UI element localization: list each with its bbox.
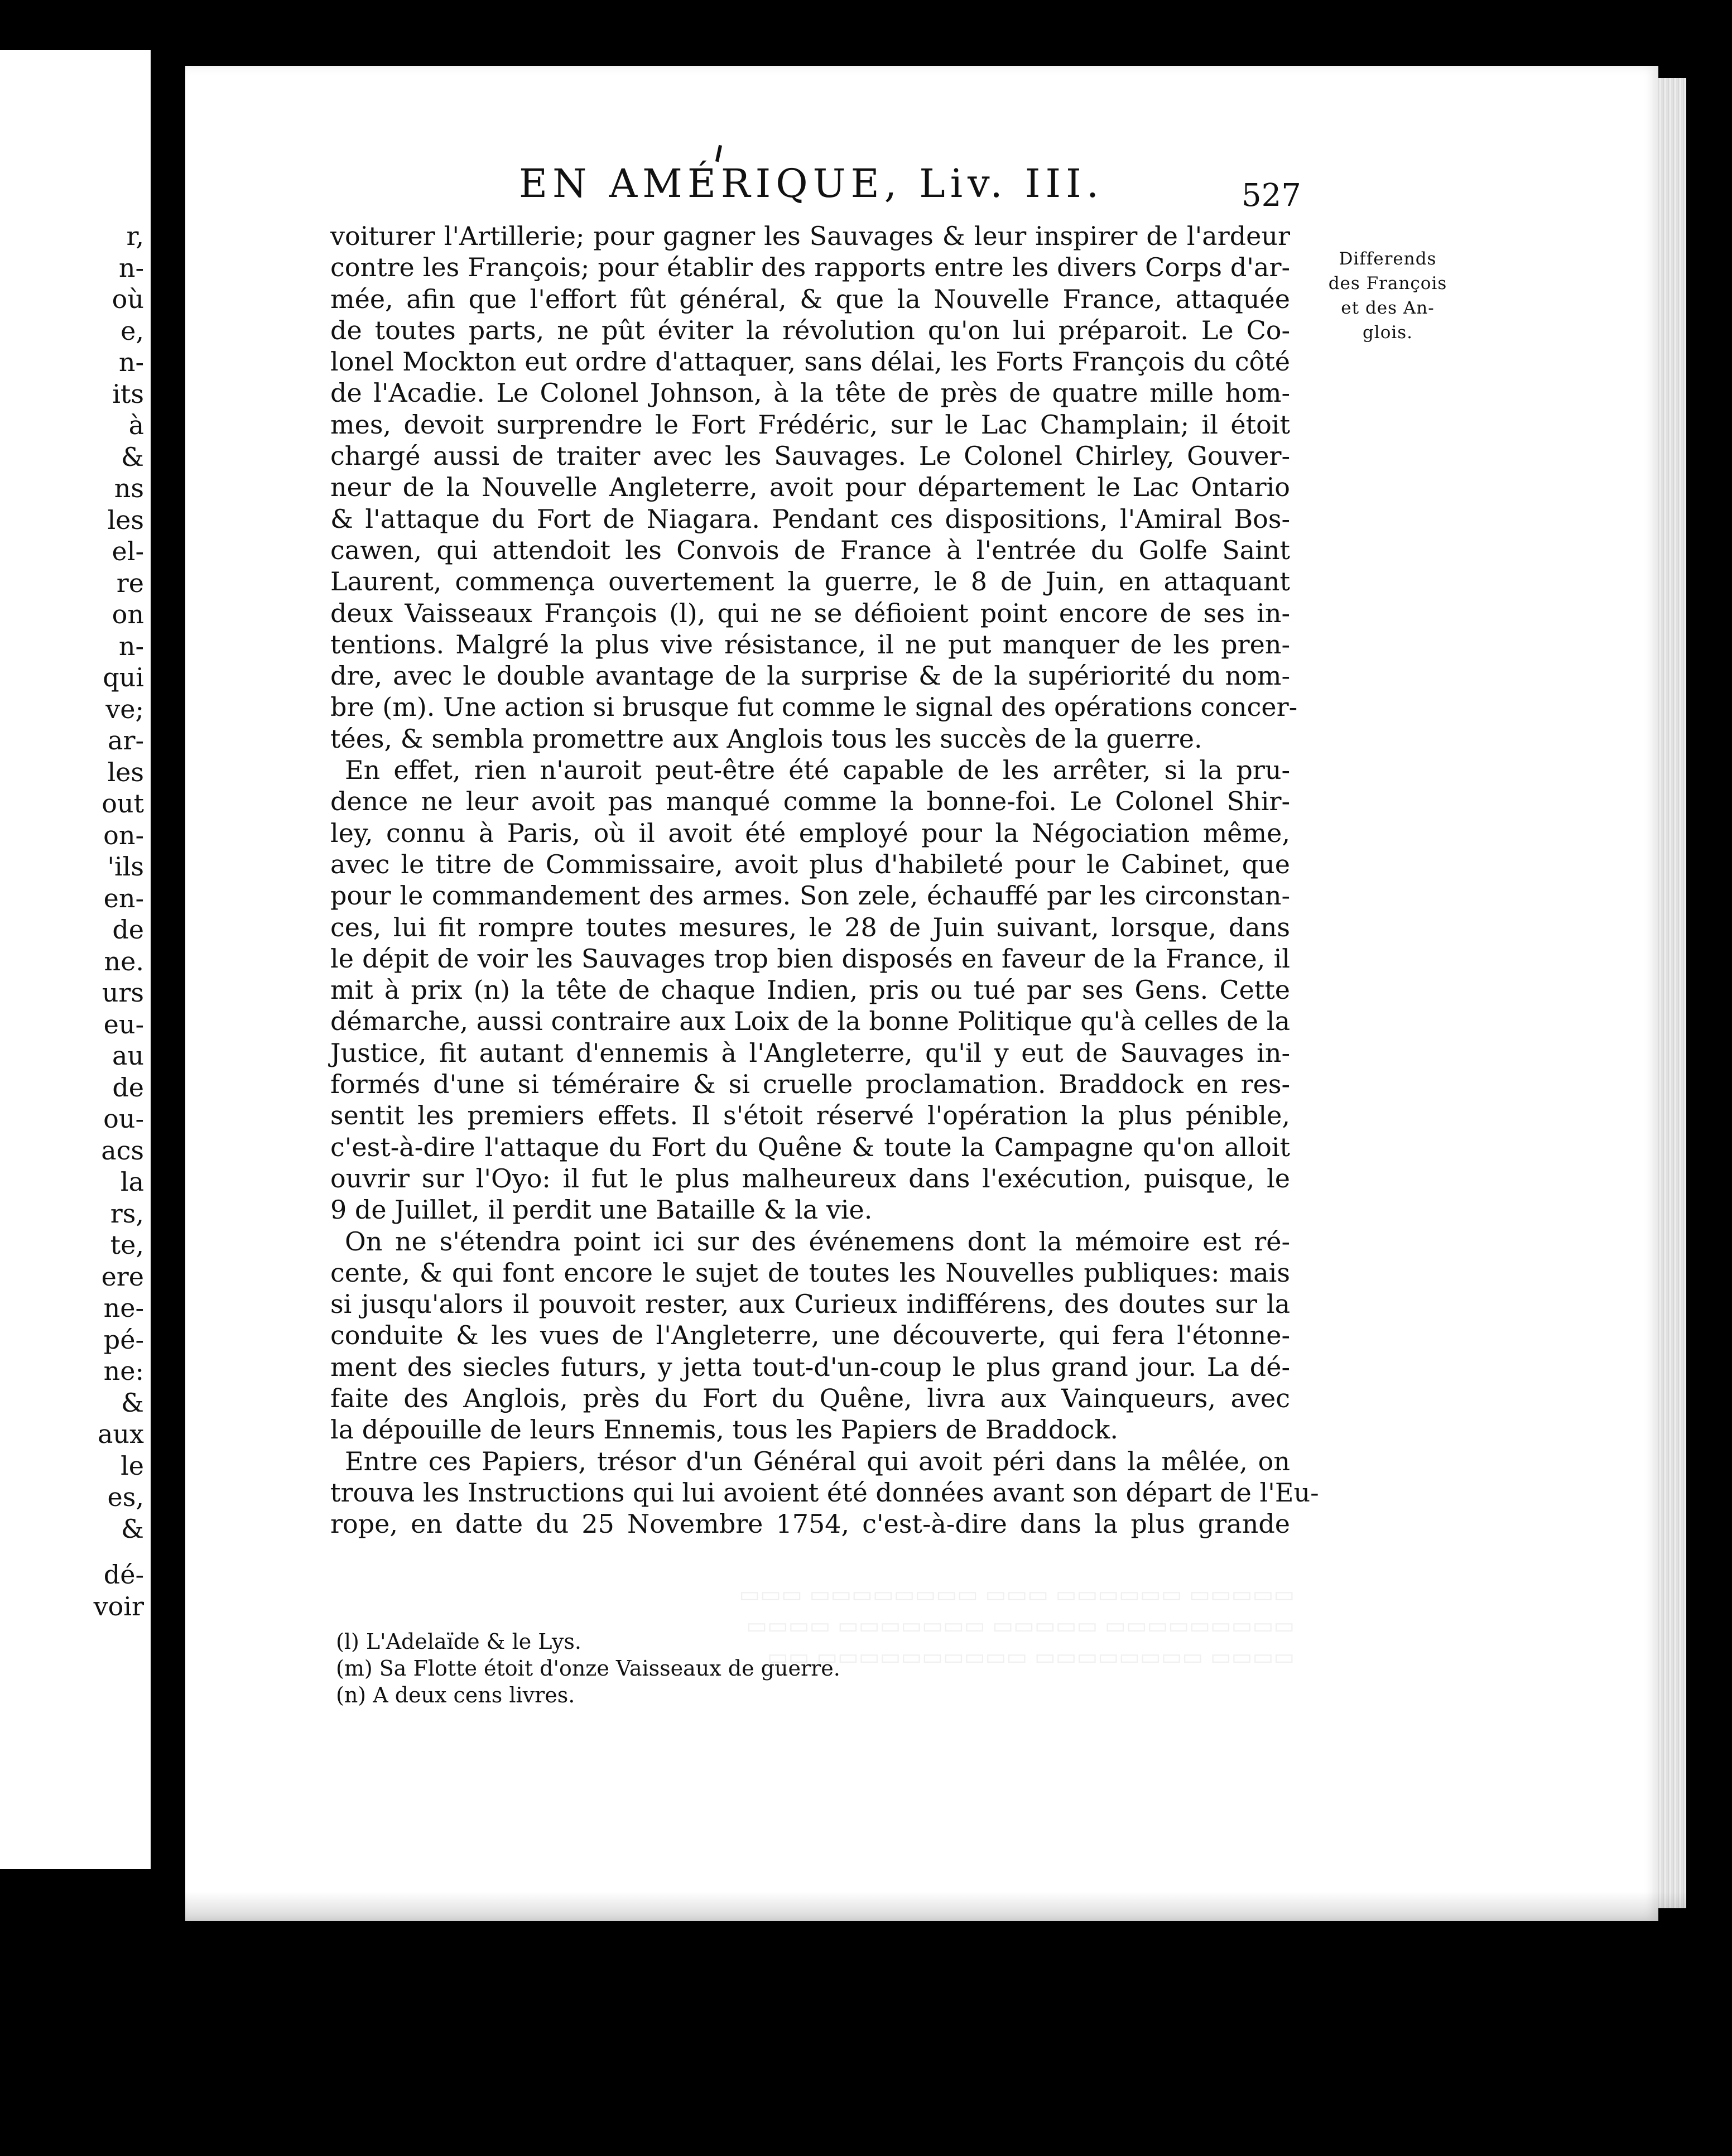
fragment: ne- [103, 1293, 144, 1323]
fragment: en- [103, 883, 144, 913]
fragment: rs, [110, 1198, 144, 1229]
fragment: dé- [103, 1560, 144, 1590]
fragment: ne. [104, 946, 144, 976]
text-line: tentions. Malgré la plus vive résistance, il ne put manquer de les pren- [330, 629, 1290, 660]
fragment: eu- [103, 1009, 144, 1040]
text-line: trouva les Instructions qui lui avoient été données avant son départ de l'Eu- [330, 1477, 1319, 1508]
fragment: re [116, 567, 144, 598]
text-line: & l'attaque du Fort de Niagara. Pendant ces dispositions, l'Amiral Bos- [330, 503, 1290, 534]
page-number: 527 [1242, 177, 1301, 214]
previous-page-line-ends [4, 220, 144, 1622]
fragment: les [107, 757, 144, 787]
text-line: mée, afin que l'effort fût général, & que la Nouvelle France, attaquée [330, 283, 1290, 314]
text-line: bre (m). Une action si brusque fut comme le signal des opérations concer- [330, 692, 1298, 723]
text-line: contre les François; pour établir des rapports entre les divers Corps d'ar- [330, 252, 1290, 283]
fragment: n- [118, 347, 144, 377]
text-line: ces, lui fit rompre toutes mesures, le 28 de Juin suivant, lorsque, dans [330, 912, 1290, 942]
fragment: r, [126, 221, 144, 251]
text-line: Justice, fit autant d'ennemis à l'Angleterre, qu'il y eut de Sauvages in- [330, 1037, 1290, 1068]
paragraph-first-line: On ne s'étendra point ici sur des événemens dont la mémoire est ré- [345, 1226, 1290, 1257]
text-line: c'est-à-dire l'attaque du Fort du Quêne & toute la Campagne qu'on alloit [330, 1132, 1290, 1162]
fragment: ns [114, 473, 144, 503]
fragment: out [102, 788, 144, 819]
book-gutter [151, 33, 184, 1942]
footnotes [336, 1628, 1117, 1709]
fragment: & [121, 441, 144, 472]
fragment: urs [102, 978, 144, 1008]
fragment: où [112, 284, 144, 314]
body-text [330, 220, 1319, 1539]
text-line: ouvrir sur l'Oyo: il fut le plus malheureux dans l'exécution, puisque, le [330, 1163, 1290, 1194]
marginal-note-line: et des An- [1341, 298, 1435, 318]
text-line: faite des Anglois, près du Fort du Quêne, livra aux Vainqueurs, avec [330, 1383, 1290, 1413]
fragment: & [121, 1387, 144, 1418]
text-line: voiturer l'Artillerie; pour gagner les Sauvages & leur inspirer de l'ardeur [330, 221, 1290, 251]
text-line: mit à prix (n) la tête de chaque Indien, pris ou tué par ses Gens. Cette [330, 975, 1290, 1005]
text-line: la dépouille de leurs Ennemis, tous les Papiers de Braddock. [330, 1414, 1118, 1445]
fragment-gap [4, 1544, 144, 1559]
text-line: neur de la Nouvelle Angleterre, avoit pour département le Lac Ontario [330, 472, 1290, 503]
footnote: (n) A deux cens livres. [336, 1683, 575, 1707]
fragment: ou- [103, 1104, 144, 1134]
marginal-note [1312, 247, 1463, 345]
text-line: ley, connu à Paris, où il avoit été employé pour la Négociation même, [330, 817, 1290, 848]
fragment: qui [103, 662, 144, 692]
previous-page-edge [0, 50, 151, 1869]
text-line: de l'Acadie. Le Colonel Johnson, à la tête de près de quatre mille hom- [330, 378, 1290, 408]
fragment: ar- [108, 725, 144, 755]
fragment: les [107, 504, 144, 535]
text-line: cente, & qui font encore le sujet de toutes les Nouvelles publiques: mais [330, 1257, 1290, 1288]
fragment: es, [107, 1482, 144, 1512]
fragment: on- [103, 820, 144, 850]
text-line: si jusqu'alors il pouvoit rester, aux Curieux indifférens, des doutes sur la [330, 1289, 1290, 1320]
text-line: le dépit de voir les Sauvages trop bien disposés en faveur de la France, il [330, 943, 1290, 974]
fragment: à [128, 410, 144, 440]
text-line: avec le titre de Commissaire, avoit plus d'habileté pour le Cabinet, que [330, 849, 1290, 879]
fragment: ve; [105, 694, 144, 724]
marginal-note-line: glois. [1362, 323, 1413, 343]
text-line: pour le commandement des armes. Son zele, échauffé par les circonstan- [330, 880, 1290, 911]
text-line: formés d'une si téméraire & si cruelle proclamation. Braddock en res- [330, 1069, 1290, 1100]
fragment: its [112, 378, 144, 409]
text-line: de toutes parts, ne pût éviter la révolution qu'on lui préparoit. Le Co- [330, 315, 1290, 345]
show-through-ink: ▭▭▭▭▭ ▭▭▭▭▭▭ ▭▭▭ ▭▭▭▭▭▭▭▭ ▭▭▭ ▭▭▭▭▭▭▭▭▭ ▭▭▭▭▭ ▭▭▭▭▭▭▭ ▭▭▭▭ ▭▭▭▭ ▭▭▭▭▭▭▭▭ ▭▭▭▭▭▭▭▭▭▭ ▭▭ [739, 1582, 1295, 1670]
marginal-note-line: Differends [1339, 249, 1437, 269]
text-line: conduite & les vues de l'Angleterre, une découverte, qui fera l'étonne- [330, 1320, 1290, 1351]
text-line: démarche, aussi contraire aux Loix de la bonne Politique qu'à celles de la [330, 1006, 1290, 1037]
fragment: & [121, 1513, 144, 1544]
fragment: le [121, 1450, 144, 1481]
fragment: ne: [103, 1356, 144, 1386]
fragment: e, [121, 315, 144, 346]
fragment: 'ils [107, 851, 144, 882]
fragment: de [112, 915, 144, 945]
fragment: pé- [103, 1324, 144, 1355]
text-line: tées, & sembla promettre aux Anglois tous les succès de la guerre. [330, 723, 1202, 754]
paragraph-first-line: Entre ces Papiers, trésor d'un Général qui avoit péri dans la mêlée, on [345, 1446, 1290, 1476]
text-line: rope, en datte du 25 Novembre 1754, c'est-à-dire dans la plus grande [330, 1509, 1290, 1539]
fragment: on [112, 599, 144, 629]
text-line: 9 de Juillet, il perdit une Bataille & la vie. [330, 1195, 873, 1225]
running-head: EN AMÉRIQUE, Liv. III. [519, 161, 1104, 206]
text-line: chargé aussi de traiter avec les Sauvages. Le Colonel Chirley, Gouver- [330, 441, 1290, 471]
text-line: ment des siecles futurs, y jetta tout-d'un-coup le plus grand jour. La dé- [330, 1351, 1290, 1382]
text-line: cawen, qui attendoit les Convois de France à l'entrée du Golfe Saint [330, 535, 1290, 565]
footnote: (l) L'Adelaïde & le Lys. [336, 1629, 581, 1654]
fragment: n- [118, 631, 144, 661]
text-line: dence ne leur avoit pas manqué comme la bonne-foi. Le Colonel Shir- [330, 786, 1290, 817]
text-line: sentit les premiers effets. Il s'étoit réservé l'opération la plus pénible, [330, 1100, 1290, 1131]
fragment: ere [101, 1261, 144, 1292]
fragment: te, [110, 1230, 144, 1260]
fragment: acs [101, 1135, 144, 1166]
text-line: dre, avec le double avantage de la surprise & de la supériorité du nom- [330, 661, 1290, 691]
marginal-note-line: des François [1328, 273, 1447, 293]
text-line: lonel Mockton eut ordre d'attaquer, sans délai, les Forts François du côté [330, 346, 1290, 377]
fragment: el- [112, 536, 144, 566]
text-line: Laurent, commença ouvertement la guerre, le 8 de Juin, en attaquant [330, 566, 1290, 597]
fragment: au [112, 1041, 144, 1071]
fragment: la [120, 1167, 144, 1197]
page-shadow [185, 1892, 1686, 1925]
text-line: deux Vaisseaux François (l), qui ne se défioient point encore de ses in- [330, 598, 1290, 628]
fragment: n- [118, 252, 144, 283]
text-line: mes, devoit surprendre le Fort Frédéric, sur le Lac Champlain; il étoit [330, 409, 1290, 440]
paragraph-first-line: En effet, rien n'auroit peut-être été capable de les arrêter, si la pru- [345, 755, 1290, 786]
fragment: aux [98, 1419, 144, 1449]
fragment: de [112, 1072, 144, 1103]
fragment: voir [93, 1591, 144, 1621]
footnote: (m) Sa Flotte étoit d'onze Vaisseaux de guerre. [336, 1656, 840, 1681]
